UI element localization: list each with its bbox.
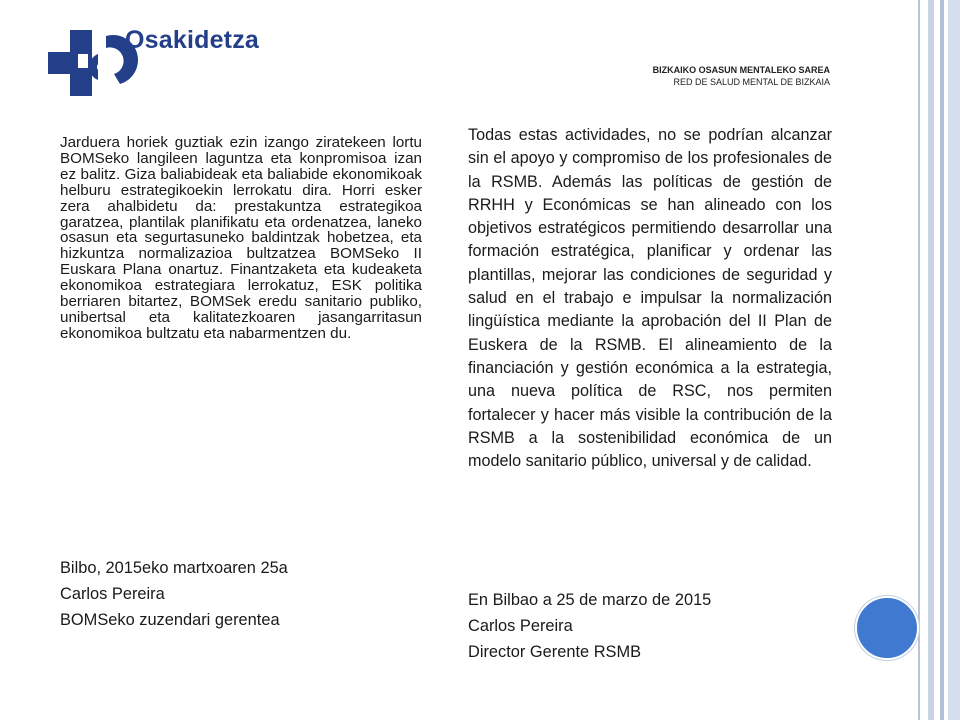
basque-body-text: Jarduera horiek guztiak ezin izango ziratekeen lortu BOMSeko langileen laguntza eta konpromisoa izan ez balitz. Giza baliabideak eta baliabide ekonomikoak helburu estrategikoekin lerrokatu dira. Horri esker zera ahalbidetu da: prestakuntza estrategikoa garatzea, plantilak planifikatu eta ordenatzea, laneko osasun eta segurtasuneko baldintzak hobetzea, eta hizkuntza normalizazioa bultzatzea BOMSeko II Euskara Plana onartuz. Finantzaketa eta kudeaketa ekonomikoa estrategiara lerrokatuz, ESK politika berriaren bitartez, BOMSek eredu sanitario publiko, unibertsal eta kalitatezkoaren jasangarritasun ekonomikoa bultzatu eta nabarmentzen du. [60, 134, 422, 342]
decorative-circle [855, 596, 919, 660]
spanish-body-text: Todas estas actividades, no se podrían alcanzar sin el apoyo y compromiso de los profesionales de la RSMB. Además las políticas de gestión de RRHH y Económicas se han alineado con los objetivos estratégicos permitiendo desarrollar una formación estratégica, planificar y ordenar las plantillas, mejorar las condiciones de seguridad y salud en el trabajo e impulsar la normalización lingüística mediante la aprobación del II Plan de Euskera de la RSMB. El alineamiento de la financiación y gestión económica a la estrategia, una nueva política de RSC, nos permiten fortalecer y hacer más visible la contribución de la RSMB a la sostenibilidad económica de un modelo sanitario público, universal y de calidad. [468, 126, 832, 471]
basque-signer-name: Carlos Pereira [60, 585, 165, 603]
spanish-date: En Bilbao a 25 de marzo de 2015 [468, 591, 712, 609]
spanish-signer-role: Director Gerente RSMB [468, 643, 642, 661]
spanish-signer-name: Carlos Pereira [468, 617, 573, 635]
network-title [653, 64, 830, 88]
frame-border-band [928, 0, 934, 720]
basque-date: Bilbo, 2015eko martxoaren 25a [60, 559, 288, 577]
frame-border-outer [918, 0, 920, 720]
network-title-spanish: RED DE SALUD MENTAL DE BIZKAIA [673, 77, 830, 87]
spanish-signature [468, 587, 711, 665]
network-title-basque: BIZKAIKO OSASUN MENTALEKO SAREA [652, 65, 830, 75]
frame-border-inner [940, 0, 944, 720]
basque-signer-role: BOMSeko zuzendari gerentea [60, 611, 280, 629]
basque-signature [60, 555, 288, 633]
brand-name: Osakidetza [125, 26, 260, 54]
frame-border-edge [948, 0, 960, 720]
